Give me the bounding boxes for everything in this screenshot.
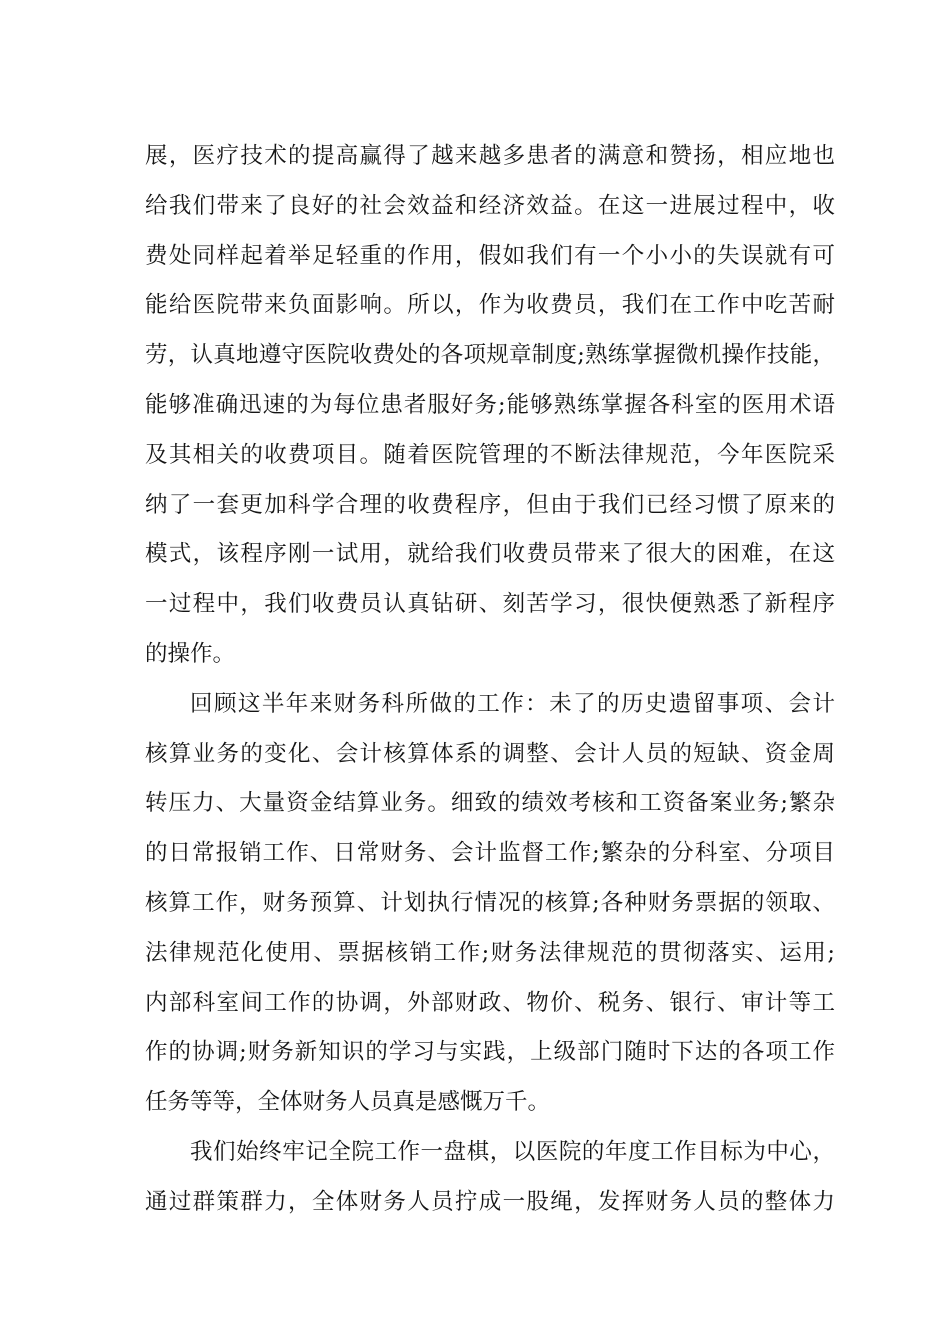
text-line: 给我们带来了良好的社会效益和经济效益。在这一进展过程中，收 <box>145 192 835 219</box>
text-line: 展，医疗技术的提高赢得了越来越多患者的满意和赞扬，相应地也 <box>145 143 835 169</box>
text-line: 能够准确迅速的为每位患者服好务;能够熟练掌握各科室的医用术语 <box>145 391 835 418</box>
text-line: 任务等等，全体财务人员真是感慨万千。 <box>145 1089 551 1116</box>
text-line: 我们始终牢记全院工作一盘棋，以医院的年度工作目标为中心， <box>190 1138 835 1165</box>
text-line: 一过程中，我们收费员认真钻研、刻苦学习，很快便熟悉了新程序 <box>145 591 835 618</box>
text-line: 转压力、大量资金结算业务。细致的绩效考核和工资备案业务;繁杂 <box>145 790 835 817</box>
text-line: 能给医院带来负面影响。所以，作为收费员，我们在工作中吃苦耐 <box>145 292 835 319</box>
body-text <box>145 132 835 1228</box>
text-line: 作的协调;财务新知识的学习与实践，上级部门随时下达的各项工作 <box>145 1039 835 1066</box>
text-line: 的操作。 <box>145 640 236 667</box>
text-line: 内部科室间工作的协调，外部财政、物价、税务、银行、审计等工 <box>145 989 835 1016</box>
paragraph-1 <box>145 132 835 680</box>
text-line: 模式，该程序刚一试用，就给我们收费员带来了很大的困难，在这 <box>145 541 835 568</box>
text-line: 的日常报销工作、日常财务、会计监督工作;繁杂的分科室、分项目 <box>145 840 835 867</box>
text-line: 及其相关的收费项目。随着医院管理的不断法律规范，今年医院采 <box>145 441 835 468</box>
text-line: 回顾这半年来财务科所做的工作：未了的历史遗留事项、会计 <box>190 690 835 717</box>
text-line: 劳，认真地遵守医院收费处的各项规章制度;熟练掌握微机操作技能， <box>145 342 835 369</box>
text-line: 法律规范化使用、票据核销工作;财务法律规范的贯彻落实、运用; <box>145 939 835 966</box>
text-line: 通过群策群力，全体财务人员拧成一股绳，发挥财务人员的整体力 <box>145 1188 835 1215</box>
text-line: 核算工作，财务预算、计划执行情况的核算;各种财务票据的领取、 <box>145 889 835 916</box>
paragraph-2 <box>145 680 835 1128</box>
text-line: 纳了一套更加科学合理的收费程序，但由于我们已经习惯了原来的 <box>145 491 835 518</box>
text-line: 核算业务的变化、会计核算体系的调整、会计人员的短缺、资金周 <box>145 740 835 767</box>
paragraph-3 <box>145 1128 835 1228</box>
text-line: 费处同样起着举足轻重的作用，假如我们有一个小小的失误就有可 <box>145 242 835 269</box>
